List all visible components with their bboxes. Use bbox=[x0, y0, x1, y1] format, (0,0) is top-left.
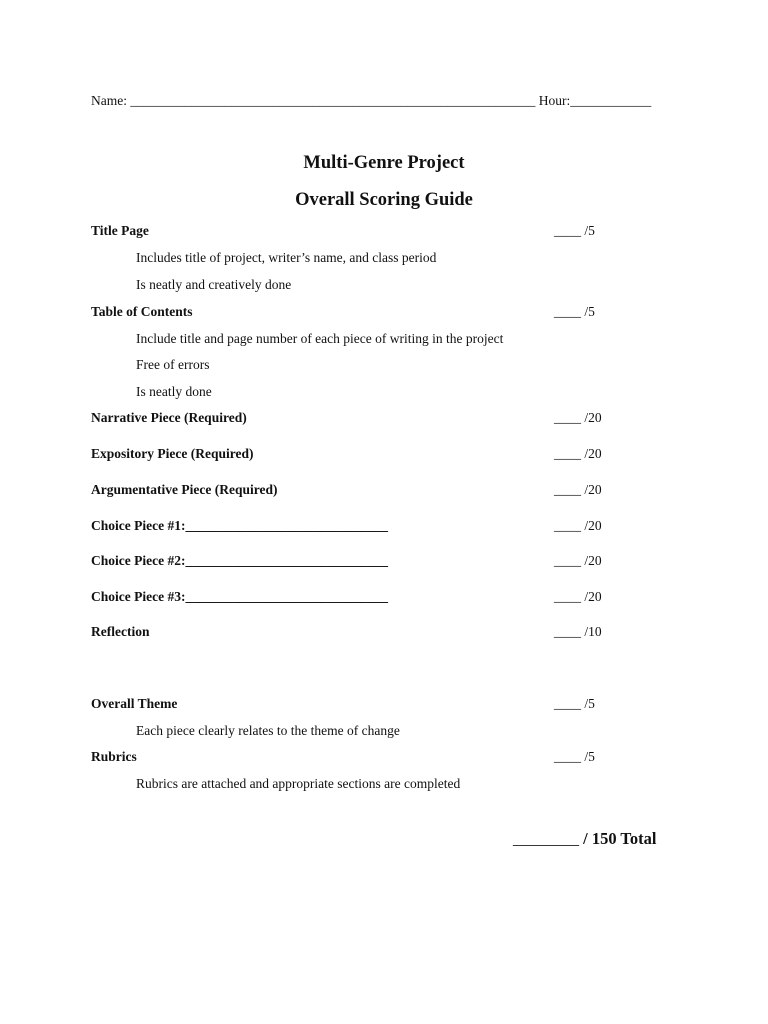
section-label: Narrative Piece (Required) bbox=[91, 410, 247, 425]
section-label: Overall Theme bbox=[91, 696, 178, 711]
section-label: Choice Piece #3:______________________________ bbox=[91, 589, 388, 604]
score-blank: ____ /20 bbox=[554, 410, 602, 425]
score-blank: ____ /5 bbox=[554, 223, 595, 238]
section-label: Expository Piece (Required) bbox=[91, 446, 254, 461]
score-blank: ____ /20 bbox=[554, 518, 602, 533]
section-label: Choice Piece #2:______________________________ bbox=[91, 553, 388, 568]
section-reflection bbox=[91, 623, 621, 641]
section-rubrics bbox=[91, 748, 621, 766]
section-label: Reflection bbox=[91, 624, 150, 639]
criterion-item: Is neatly and creatively done bbox=[136, 277, 292, 292]
criterion-item: Is neatly done bbox=[136, 384, 212, 399]
section-label: Choice Piece #1:______________________________ bbox=[91, 518, 388, 533]
total-blank: ________ bbox=[513, 829, 579, 848]
section-table-of-contents bbox=[91, 303, 621, 321]
section-label: Rubrics bbox=[91, 749, 137, 764]
section-choice-piece-2 bbox=[91, 552, 621, 570]
total-label: / 150 Total bbox=[579, 829, 657, 848]
score-blank: ____ /5 bbox=[554, 696, 595, 711]
section-choice-piece-3 bbox=[91, 588, 621, 606]
criterion-item: Include title and page number of each piece of writing in the project bbox=[136, 331, 504, 346]
criterion-item: Each piece clearly relates to the theme of change bbox=[136, 723, 400, 738]
name-hour-line: Name: ____________________________________________________________ Hour:____________ bbox=[91, 93, 652, 108]
section-overall-theme bbox=[91, 695, 621, 713]
criterion-item: Free of errors bbox=[136, 357, 210, 372]
section-label: Title Page bbox=[91, 223, 149, 238]
section-label: Table of Contents bbox=[91, 304, 193, 319]
section-expository-piece bbox=[91, 445, 621, 463]
document-title: Multi-Genre Project bbox=[303, 153, 465, 173]
score-blank: ____ /20 bbox=[554, 589, 602, 604]
criterion-item: Rubrics are attached and appropriate sections are completed bbox=[136, 776, 461, 791]
score-blank: ____ /5 bbox=[554, 749, 595, 764]
total-score bbox=[513, 828, 656, 850]
score-blank: ____ /20 bbox=[554, 482, 602, 497]
score-blank: ____ /10 bbox=[554, 624, 602, 639]
document-subtitle: Overall Scoring Guide bbox=[295, 190, 473, 210]
criterion-item: Includes title of project, writer’s name, and class period bbox=[136, 250, 437, 265]
score-blank: ____ /20 bbox=[554, 446, 602, 461]
section-argumentative-piece bbox=[91, 481, 621, 499]
score-blank: ____ /5 bbox=[554, 304, 595, 319]
section-title-page bbox=[91, 222, 621, 240]
section-narrative-piece bbox=[91, 409, 621, 427]
score-blank: ____ /20 bbox=[554, 553, 602, 568]
section-choice-piece-1 bbox=[91, 517, 621, 535]
section-label: Argumentative Piece (Required) bbox=[91, 482, 278, 497]
